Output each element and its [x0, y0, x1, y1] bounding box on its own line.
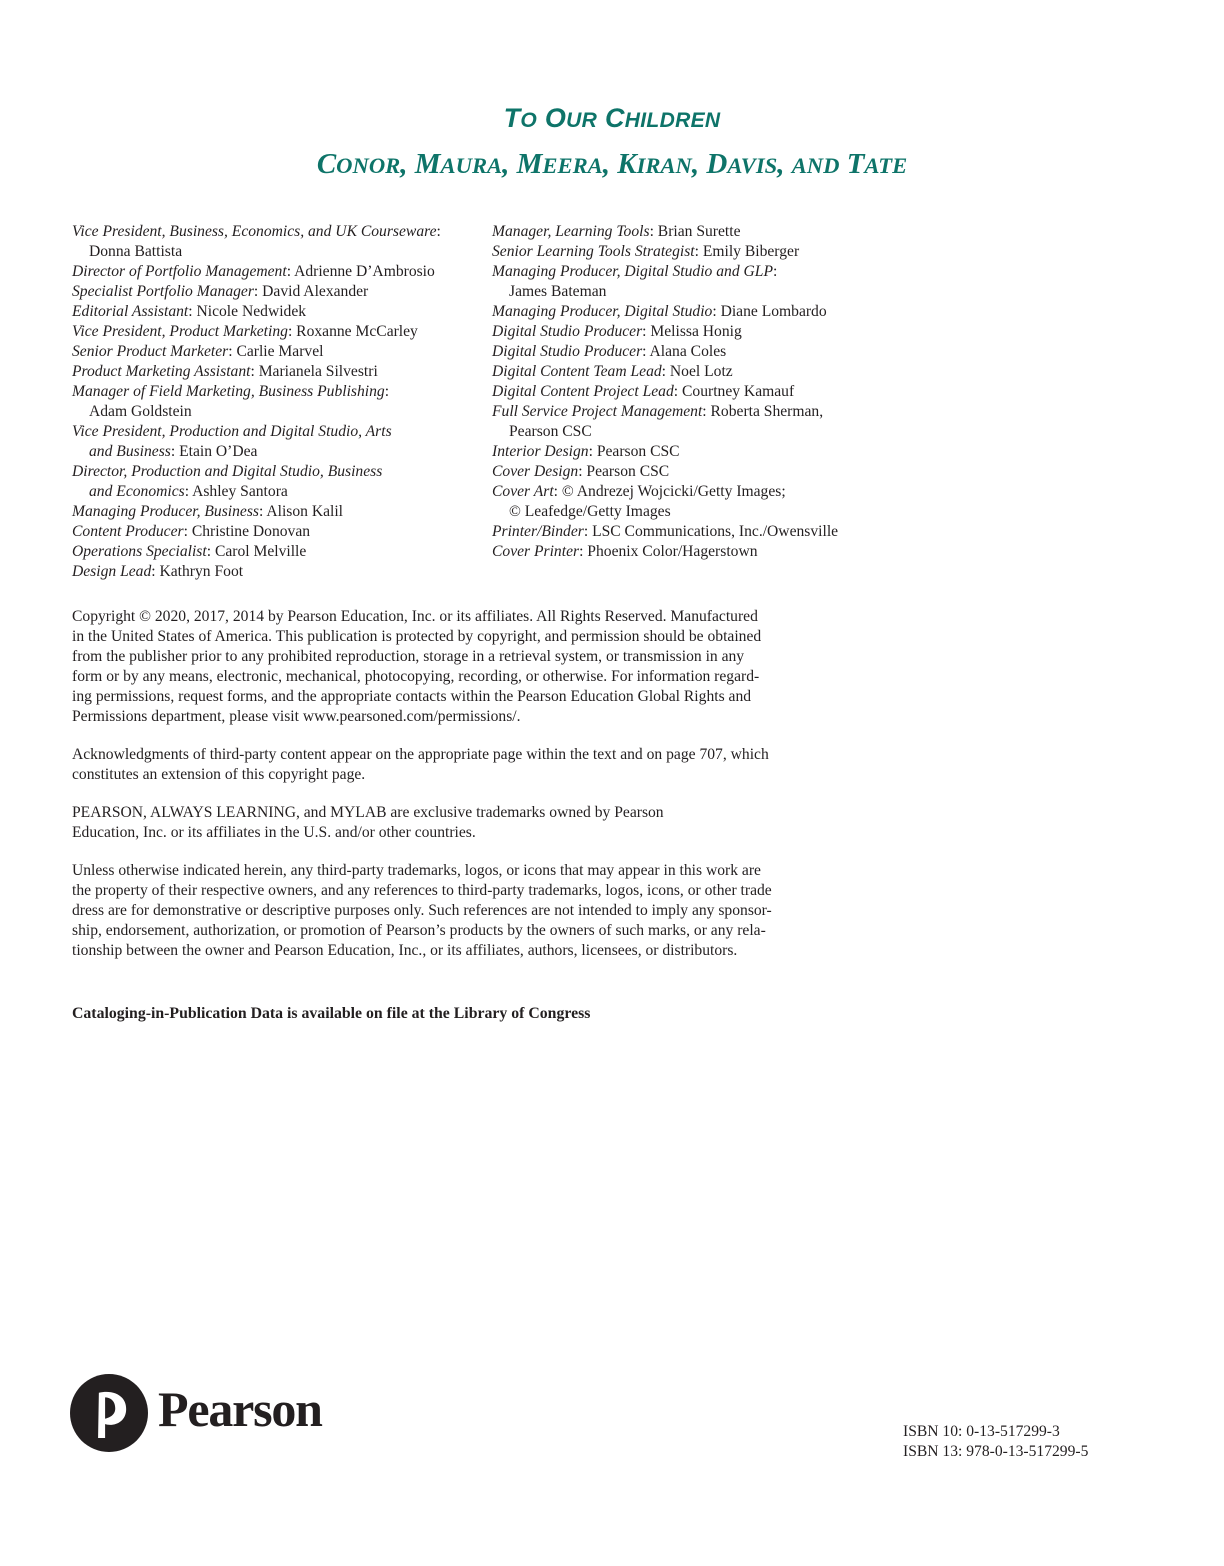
credit-line	[492, 482, 912, 502]
text-line: Permissions department, please visit www.pearsoned.com/permissions/.	[72, 708, 521, 725]
credit-role: Content Producer	[72, 523, 184, 540]
credit-sep: :	[151, 563, 160, 580]
credit-line	[72, 242, 482, 262]
credit-name: Marianela Silvestri	[258, 363, 378, 380]
credit-role: Digital Content Project Lead	[492, 383, 674, 400]
pearson-wordmark: Pearson	[158, 1381, 322, 1437]
credit-entry	[72, 342, 482, 362]
credit-name: Adrienne D’Ambrosio	[294, 263, 435, 280]
copyright-notice	[72, 607, 887, 727]
dedication-text: HILDREN	[624, 109, 721, 132]
dedication-text: ,	[602, 148, 618, 180]
text-line: constitutes an extension of this copyright page.	[72, 766, 366, 783]
credit-name: Noel Lotz	[669, 363, 733, 380]
credit-role: Digital Studio Producer	[492, 323, 643, 340]
credit-sep: :	[712, 303, 721, 320]
text-line: form or by any means, electronic, mechanical, photocopying, recording, or otherwise. For information regard-	[72, 668, 760, 685]
dedication-text: AVIS	[727, 153, 778, 178]
acknowledgments-notice	[72, 745, 887, 785]
dedication-text	[597, 103, 605, 133]
credit-entry	[492, 342, 912, 362]
credit-line	[72, 302, 482, 322]
credit-name: James Bateman	[509, 283, 607, 300]
credit-entry	[492, 542, 912, 562]
credit-name: Diane Lombardo	[720, 303, 827, 320]
dedication-text: M	[516, 148, 543, 180]
credit-line	[492, 342, 912, 362]
credit-sep: :	[250, 363, 259, 380]
dedication-text: O	[544, 103, 567, 133]
credit-sep: :	[642, 323, 651, 340]
credit-entry	[72, 362, 482, 382]
credit-role: Director, Production and Digital Studio, Business	[72, 463, 383, 480]
credit-role: Cover Design	[492, 463, 579, 480]
credit-name: Brian Surette	[657, 223, 741, 240]
credit-sep: :	[588, 443, 597, 460]
credit-sep: :	[286, 263, 295, 280]
credit-line	[492, 462, 912, 482]
credit-entry	[492, 222, 912, 242]
text-line: dress are for demonstrative or descriptive purposes only. Such references are not intended to imply any sponsor-	[72, 902, 772, 919]
credit-name: Pearson CSC	[596, 443, 680, 460]
credit-sep: :	[228, 343, 237, 360]
dedication-text: ONOR	[336, 153, 401, 178]
credit-role: Vice President, Business, Economics, and UK Courseware	[72, 223, 437, 240]
credit-entry	[492, 442, 912, 462]
dedication-text: K	[617, 148, 637, 180]
credit-sep: :	[694, 243, 703, 260]
credit-role: and Business	[89, 443, 171, 460]
credit-entry	[492, 522, 912, 542]
credit-role: Cover Art	[492, 483, 554, 500]
text-line: Copyright © 2020, 2017, 2014 by Pearson Education, Inc. or its affiliates. All Rights Reserved. Manufactured	[72, 608, 758, 625]
text-line: the property of their respective owners, and any references to third-party trademarks, logos, icons, or other trade	[72, 882, 772, 899]
text-line: tionship between the owner and Pearson Education, Inc., or its affiliates, authors, licensees, or distributors.	[72, 942, 738, 959]
credit-role: Vice President, Product Marketing	[72, 323, 288, 340]
credit-line	[492, 282, 912, 302]
credit-line	[72, 442, 482, 462]
credit-entry	[72, 462, 482, 502]
credit-role: Senior Learning Tools Strategist	[492, 243, 695, 260]
credit-entry	[492, 482, 912, 522]
dedication-text: C	[316, 148, 337, 180]
dedication-heading	[0, 103, 1224, 134]
credit-sep: :	[253, 283, 263, 300]
credit-line	[492, 322, 912, 342]
credit-role: Managing Producer, Digital Studio and GLP	[492, 263, 773, 280]
credit-name: Roxanne McCarley	[296, 323, 418, 340]
credit-line	[72, 482, 482, 502]
dedication-text: IRAN	[636, 153, 692, 178]
credit-name: Courtney Kamauf	[682, 383, 795, 400]
credit-line	[72, 462, 482, 482]
dedication-text: T	[503, 103, 521, 133]
credit-entry	[72, 262, 482, 282]
dedication-text: T	[846, 148, 865, 180]
trademark-notice	[72, 803, 887, 843]
credit-sep: :	[183, 523, 192, 540]
credit-line	[72, 322, 482, 342]
credit-sep: :	[258, 503, 267, 520]
credit-role: Senior Product Marketer	[72, 343, 229, 360]
credit-line	[492, 302, 912, 322]
credit-entry	[72, 382, 482, 422]
isbn-block	[903, 1422, 1088, 1462]
credit-name: Etain O’Dea	[179, 443, 258, 460]
credit-sep: :	[188, 303, 197, 320]
dedication-text: AURA	[440, 153, 503, 178]
text-line: Unless otherwise indicated herein, any third-party trademarks, logos, or icons that may appear in this work are	[72, 862, 761, 879]
credit-role: Director of Portfolio Management	[72, 263, 287, 280]
credit-entry	[72, 222, 482, 262]
credit-entry	[492, 362, 912, 382]
credit-entry	[72, 322, 482, 342]
pearson-p-icon	[70, 1374, 148, 1452]
dedication-text: ,	[691, 148, 707, 180]
credit-name: Carlie Marvel	[236, 343, 324, 360]
pearson-logo	[70, 1374, 370, 1464]
dedication-text	[537, 103, 545, 133]
credit-role: Full Service Project Management	[492, 403, 703, 420]
dedication-text: C	[604, 103, 625, 133]
third-party-notice	[72, 861, 887, 961]
credit-line	[72, 402, 482, 422]
credit-name: © Leafedge/Getty Images	[509, 503, 671, 520]
credit-sep: :	[583, 523, 593, 540]
credit-line	[492, 242, 912, 262]
credit-entry	[72, 302, 482, 322]
credit-line	[492, 422, 912, 442]
credit-sep: :	[673, 383, 682, 400]
dedication-names	[0, 148, 1224, 181]
credit-entry	[492, 322, 912, 342]
credit-role: Digital Content Team Lead	[492, 363, 662, 380]
credit-role: Interior Design	[492, 443, 589, 460]
credit-sep: :	[579, 543, 588, 560]
credit-name: Emily Biberger	[702, 243, 800, 260]
credit-name: Alana Coles	[649, 343, 727, 360]
cataloging-in-publication: Cataloging-in-Publication Data is available on file at the Library of Congress	[72, 1005, 591, 1022]
credit-role: Managing Producer, Business	[72, 503, 259, 520]
credit-line	[492, 222, 912, 242]
credit-role: Specialist Portfolio Manager	[72, 283, 254, 300]
credit-line	[492, 262, 912, 282]
credit-entry	[72, 562, 482, 582]
credit-sep: :	[170, 443, 180, 460]
text-line: PEARSON, ALWAYS LEARNING, and MYLAB are exclusive trademarks owned by Pearson	[72, 804, 664, 821]
text-line: ship, endorsement, authorization, or promotion of Pearson’s products by the owners of such marks, or any rela-	[72, 922, 766, 939]
dedication-text: UR	[566, 109, 598, 132]
credit-role: Product Marketing Assistant	[72, 363, 251, 380]
credit-line	[492, 402, 912, 422]
text-line: in the United States of America. This publication is protected by copyright, and permission should be obtained	[72, 628, 762, 645]
credit-sep: :	[184, 483, 193, 500]
dedication-text: ,	[400, 148, 415, 180]
credit-line	[72, 422, 482, 442]
credit-line	[492, 542, 912, 562]
credit-line	[492, 382, 912, 402]
credit-name: Alison Kalil	[266, 503, 344, 520]
credit-line	[72, 282, 482, 302]
dedication-text: AND	[791, 153, 840, 178]
credit-sep: :	[553, 483, 562, 500]
text-line: Acknowledgments of third-party content appear on the appropriate page within the text and on page 707, which	[72, 746, 769, 763]
credit-entry	[72, 522, 482, 542]
credit-name: David Alexander	[262, 283, 369, 300]
credit-line	[72, 362, 482, 382]
credit-name: Adam Goldstein	[89, 403, 192, 420]
credit-name: Pearson CSC	[586, 463, 670, 480]
credit-entry	[72, 502, 482, 522]
credit-entry	[72, 282, 482, 302]
credit-entry	[492, 302, 912, 322]
credit-role: Manager of Field Marketing, Business Publishing	[72, 383, 385, 400]
credit-line	[72, 222, 482, 242]
credit-line	[72, 342, 482, 362]
credit-line	[72, 262, 482, 282]
dedication-text: ATE	[864, 153, 908, 178]
credit-entry	[492, 262, 912, 302]
credit-sep: :	[661, 363, 670, 380]
credit-line	[72, 502, 482, 522]
credit-name: Ashley Santora	[192, 483, 288, 500]
isbn-10: ISBN 10: 0-13-517299-3	[903, 1423, 1060, 1440]
credit-sep: :	[578, 463, 587, 480]
credit-name: Phoenix Color/Hagerstown	[587, 543, 758, 560]
credit-role: Digital Studio Producer	[492, 343, 643, 360]
credit-sep: :	[702, 403, 711, 420]
dedication-text: D	[706, 148, 728, 180]
credit-name: LSC Communications, Inc./Owensville	[592, 523, 839, 540]
text-line: ing permissions, request forms, and the appropriate contacts within the Pearson Education Global Rights and	[72, 688, 752, 705]
credit-name: Roberta Sherman,	[710, 403, 824, 420]
credit-sep: :	[436, 223, 441, 240]
dedication-text: ,	[777, 148, 792, 180]
credit-name: Kathryn Foot	[159, 563, 244, 580]
credit-role: Printer/Binder	[492, 523, 584, 540]
credit-role: Manager, Learning Tools	[492, 223, 650, 240]
dedication-text: M	[414, 148, 441, 180]
credit-role: Editorial Assistant	[72, 303, 189, 320]
credit-role: Managing Producer, Digital Studio	[492, 303, 713, 320]
credit-sep: :	[287, 323, 297, 340]
credit-name: Christine Donovan	[191, 523, 311, 540]
credit-sep: :	[384, 383, 390, 400]
credit-sep: :	[772, 263, 778, 280]
credit-line	[72, 542, 482, 562]
credit-line	[492, 522, 912, 542]
credit-entry	[492, 242, 912, 262]
credit-name: Nicole Nedwidek	[196, 303, 307, 320]
credit-line	[492, 442, 912, 462]
dedication-text: O	[520, 109, 538, 132]
credit-sep: :	[642, 343, 650, 360]
credit-role: Cover Printer	[492, 543, 580, 560]
isbn-13: ISBN 13: 978-0-13-517299-5	[903, 1443, 1089, 1460]
credit-name: Carol Melville	[214, 543, 307, 560]
credits-left-column	[72, 222, 482, 582]
dedication-text: ,	[502, 148, 517, 180]
credit-name: Melissa Honig	[650, 323, 742, 340]
credits-right-column	[492, 222, 912, 562]
credit-entry	[492, 382, 912, 402]
credit-line	[492, 362, 912, 382]
credit-name: © Andrezej Wojcicki/Getty Images;	[561, 483, 786, 500]
credit-line	[72, 562, 482, 582]
credit-line	[72, 382, 482, 402]
credit-entry	[492, 402, 912, 442]
credit-line	[492, 502, 912, 522]
credit-name: Pearson CSC	[509, 423, 592, 440]
text-line: from the publisher prior to any prohibited reproduction, storage in a retrieval system, or transmission in any	[72, 648, 745, 665]
credit-role: Operations Specialist	[72, 543, 207, 560]
credit-line	[72, 522, 482, 542]
dedication-text	[839, 148, 846, 180]
dedication-text: EERA	[542, 153, 603, 178]
credit-entry	[72, 542, 482, 562]
text-line: Education, Inc. or its affiliates in the U.S. and/or other countries.	[72, 824, 476, 841]
credit-name: Donna Battista	[89, 243, 183, 260]
credit-entry	[72, 422, 482, 462]
credit-role: Design Lead	[72, 563, 152, 580]
credit-sep: :	[649, 223, 658, 240]
credit-role: and Economics	[89, 483, 185, 500]
credit-entry	[492, 462, 912, 482]
credit-sep: :	[206, 543, 215, 560]
credit-role: Vice President, Production and Digital Studio, Arts	[72, 423, 392, 440]
